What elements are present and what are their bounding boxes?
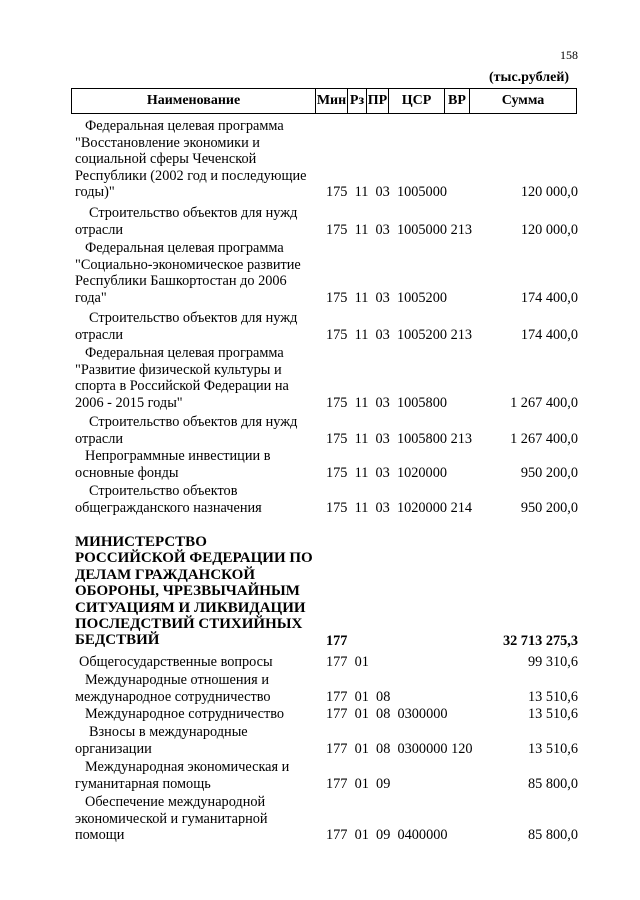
row-amount: 99 310,6 — [527, 654, 578, 670]
row-code: 175 11 03 1005000 — [326, 184, 447, 200]
row-amount: 174 400,0 — [520, 290, 578, 306]
row-code: 177 01 — [326, 654, 369, 670]
row-amount: 1 267 400,0 — [510, 395, 578, 411]
row-code: 175 11 03 1005800 — [326, 395, 447, 411]
row-amount: 13 510,6 — [527, 706, 578, 722]
row-name: Международные отношения и международное сотрудничество — [75, 672, 271, 705]
header-vr: ВР — [444, 89, 469, 113]
row-code: 175 11 03 1005200 — [326, 290, 447, 306]
row-code: 177 01 09 0400000 — [326, 827, 448, 843]
row-amount: 120 000,0 — [520, 184, 578, 200]
row-code: 177 01 08 0300000 — [326, 706, 448, 722]
header-sum: Сумма — [469, 89, 576, 113]
row-amount: 13 510,6 — [527, 688, 578, 705]
row-name: Обеспечение международной экономической и гуманитарной помощи — [75, 794, 268, 843]
row-code: 175 11 03 1020000 214 — [326, 499, 473, 516]
row-name: Непрограммные инвестиции в основные фонды — [75, 448, 271, 481]
row-code: 177 01 08 0300000 120 — [326, 740, 473, 757]
header-csr: ЦСР — [388, 89, 444, 113]
row-amount: 13 510,6 — [527, 740, 578, 757]
row-name: Федеральная целевая программа "Развитие физической культуры и спорта в Российской Федерации на 2006 - 2015 годы" — [75, 345, 289, 411]
header-min: Мин — [315, 89, 347, 113]
page-number: 158 — [560, 48, 578, 62]
ministry-title: МИНИСТЕРСТВО РОССИЙСКОЙ ФЕДЕРАЦИИ ПО ДЕЛАМ ГРАЖДАНСКОЙ ОБОРОНЫ, ЧРЕЗВЫЧАЙНЫМ СИТУАЦИЯМ И ЛИКВИДАЦИИ ПОСЛЕДСТВИЙ СТИХИЙНЫХ БЕДСТВИЙ — [75, 534, 313, 649]
row-name: Взносы в международные организации — [75, 724, 248, 757]
row-name: Федеральная целевая программа "Восстановление экономики и социальной сферы Чеченской Республики (2002 год и последующие годы)" — [75, 118, 307, 200]
table-header — [71, 88, 577, 114]
row-name: Строительство объектов для нужд отрасли — [75, 414, 298, 447]
row-amount: 950 200,0 — [520, 499, 578, 516]
units-label: (тыс.рублей) — [489, 70, 570, 85]
row-name: Строительство объектов для нужд отрасли — [75, 205, 298, 238]
row-code: 175 11 03 1020000 — [326, 464, 447, 481]
row-name: Международное сотрудничество — [85, 706, 285, 722]
row-amount: 950 200,0 — [520, 464, 578, 481]
row-code: 177 — [326, 633, 348, 649]
row-name: Федеральная целевая программа "Социально-экономическое развитие Республики Башкортостан до 2006 года" — [75, 240, 301, 306]
header-name: Наименование — [146, 93, 241, 108]
row-code: 175 11 03 1005000 213 — [326, 221, 473, 238]
row-name: Общегосударственные вопросы — [79, 654, 273, 670]
row-code: 177 01 09 — [326, 775, 391, 792]
row-name: Международная экономическая и гуманитарная помощь — [75, 759, 290, 792]
row-amount: 120 000,0 — [520, 221, 578, 238]
header-pr: ПР — [366, 89, 388, 113]
row-code: 175 11 03 1005200 213 — [326, 326, 473, 343]
row-code: 175 11 03 1005800 213 — [326, 430, 473, 447]
row-amount: 85 800,0 — [527, 775, 578, 792]
row-amount: 32 713 275,3 — [502, 633, 578, 649]
row-amount: 85 800,0 — [527, 827, 578, 843]
header-rz: Рз — [347, 89, 366, 113]
row-amount: 174 400,0 — [520, 326, 578, 343]
row-name: Строительство объектов для нужд отрасли — [75, 310, 298, 343]
row-code: 177 01 08 — [326, 688, 391, 705]
row-amount: 1 267 400,0 — [510, 430, 578, 447]
row-name: Строительство объектов общегражданского назначения — [75, 483, 262, 516]
